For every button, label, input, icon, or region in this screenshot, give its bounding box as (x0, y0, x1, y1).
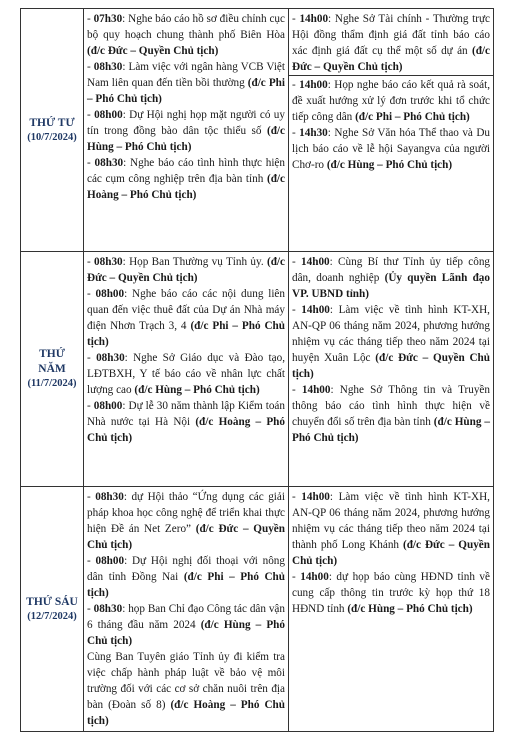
day-date: (11/7/2024) (27, 378, 77, 389)
entry-time: 14h00 (299, 79, 328, 91)
entry-time: 08h30 (95, 491, 124, 503)
bullet-dash: - (292, 304, 302, 316)
entry-text: : Cùng Bí thư Tỉnh ủy tiếp công dân, doanh nghiệp (292, 256, 491, 284)
bullet-dash: - (87, 157, 95, 169)
entry-responsible: (đ/c Đức – Quyền Chủ tịch) (87, 256, 285, 284)
schedule-entry (87, 553, 285, 601)
schedule-entry (87, 489, 285, 553)
bullet-dash: - (292, 13, 300, 25)
entry-text: : dự họp báo cùng HĐND tỉnh về cung cấp thông tin trước kỳ họp thứ 18 HĐND tỉnh (292, 571, 490, 615)
entry-time: 08h30 (96, 352, 125, 364)
entry-text: : Nghe Sở Giáo dục và Đào tạo, LĐTBXH, Y tế báo cáo về nhân lực chất lượng cao (87, 352, 285, 396)
entry-responsible: (Ủy quyền Lãnh đạo VP. UBND tỉnh) (292, 272, 490, 300)
entry-responsible: (đ/c Hùng – Phó Chủ tịch) (134, 384, 260, 396)
entry-time: 08h30 (93, 61, 123, 73)
entry-time: 14h00 (299, 13, 329, 25)
bullet-dash: - (292, 384, 302, 396)
table-row (21, 252, 494, 487)
schedule-entry (292, 302, 490, 382)
bullet-dash: - (87, 400, 94, 412)
bullet-dash: - (87, 603, 94, 615)
entry-text: : Dự Hội nghị họp mặt người có uy tín trong đồng bào dân tộc thiểu số (87, 109, 285, 137)
entry-time: 08h00 (93, 400, 123, 412)
entry-responsible: (đ/c Hoàng – Phó Chủ tịch) (87, 173, 285, 201)
entry-responsible: (đ/c Hùng – Phó Chủ tịch) (347, 603, 473, 615)
bullet-dash: - (87, 61, 94, 73)
schedule-entry (292, 382, 490, 446)
bullet-dash: - (292, 127, 300, 139)
bullet-dash: - (87, 352, 97, 364)
entry-responsible: (đ/c Đức – Quyền Chủ tịch) (292, 352, 490, 380)
schedule-entry (87, 601, 285, 649)
entry-text: : Nghe báo cáo hồ sơ điều chỉnh cục bộ quy hoạch chung thành phố Biên Hòa (87, 13, 285, 41)
entry-responsible: (đ/c Đức – Quyền Chủ tịch) (87, 45, 219, 57)
afternoon-cell (289, 252, 494, 487)
schedule-entry (292, 489, 490, 569)
bullet-dash: - (292, 79, 300, 91)
entry-text: : Làm việc về tình hình KT-XH, AN-QP 06 tháng năm 2024, phương hướng nhiệm vụ các tháng tiếp theo năm 2024 tại huyện Xuân Lộc (292, 304, 490, 364)
schedule-entry (87, 286, 285, 350)
schedule-entry (292, 254, 490, 302)
afternoon-cell (289, 9, 494, 252)
entry-text: : Nghe Sở Tài chính - Thường trực Hội đồng thẩm định giá đất tỉnh báo cáo xác định giá đất cụ thể một số dự án (292, 13, 490, 57)
schedule-entry (87, 254, 285, 286)
entry-responsible: (đ/c Hoàng – Phó Chủ tịch) (87, 699, 285, 727)
table-row (21, 9, 494, 252)
bullet-dash: - (87, 491, 96, 503)
entry-time: 08h30 (94, 256, 123, 268)
day-name: THỨ TƯ (29, 116, 75, 129)
schedule-entry (87, 155, 285, 203)
entry-time: 14h00 (301, 304, 330, 316)
entry-text: : Nghe báo cáo các nội dung liên quan đến việc thuê đất của Dự án Nhà máy điện Nhơn Trạch 3, 4 (87, 288, 285, 332)
entry-responsible: (đ/c Phi – Phó Chủ tịch) (87, 571, 285, 599)
bullet-dash: - (292, 571, 301, 583)
schedule-entry (87, 649, 285, 729)
day-date: (10/7/2024) (27, 131, 77, 143)
entry-responsible: (đ/c Hoàng – Phó Chủ tịch) (87, 416, 285, 444)
afternoon-cell (289, 487, 494, 732)
entry-time: 07h30 (93, 13, 123, 25)
schedule-entry (292, 125, 490, 173)
entry-text: : Nghe báo cáo tình hình thực hiện các cụm công nghiệp trên địa bàn tỉnh (87, 157, 285, 185)
bullet-dash: - (87, 109, 95, 121)
day-name: THỨ NĂM (38, 348, 66, 375)
entry-time: 14h00 (301, 491, 330, 503)
schedule-table (20, 8, 494, 732)
bullet-dash: - (292, 256, 302, 268)
entry-text: : Họp Ban Thường vụ Tỉnh ủy. (122, 256, 267, 268)
schedule-entry (292, 569, 490, 617)
entry-text: : Dự Hội nghị đối thoại với nông dân tỉnh Đồng Nai (87, 555, 285, 583)
entry-text: : Họp nghe báo cáo kết quả rà soát, đề xuất hướng xử lý đơn trước khi tổ chức tiếp công dân (292, 79, 490, 123)
bullet-dash: - (87, 555, 96, 567)
entry-responsible: (đ/c Đức – Quyền Chủ tịch) (87, 523, 285, 551)
day-cell (21, 252, 84, 487)
entry-responsible: (đ/c Phi – Phó Chủ tịch) (355, 111, 470, 123)
schedule-entry (292, 11, 490, 75)
entry-text: : dự Hội thảo “Ứng dụng các giải pháp khoa học công nghệ để triển khai thực hiện Đề án Net Zero” (87, 491, 285, 535)
morning-cell (84, 487, 289, 732)
schedule-entry (87, 398, 285, 446)
day-name: THỨ SÁU (26, 595, 78, 608)
entry-text: : Làm việc với ngân hàng VCB Việt Nam liên quan đến tiền bồi thường (87, 61, 285, 89)
entry-text: : Làm việc về tình hình KT-XH, AN-QP 06 tháng năm 2024, phương hướng nhiệm vụ các tháng tiếp theo năm 2024 tại thành phố Long Khánh (292, 491, 490, 551)
entry-text: : Nghe Sở Văn hóa Thể thao và Du lịch báo cáo về lễ hội Sayangva của người Chơ-ro (292, 127, 490, 171)
schedule-body (21, 9, 494, 732)
bullet-dash: - (87, 256, 95, 268)
entry-text: Cùng Ban Tuyên giáo Tỉnh ủy đi kiểm tra việc chấp hành pháp luật về bảo vệ môi trường đối với các cơ sở chăn nuôi trên địa bàn (Đoàn số 8) (87, 651, 285, 711)
entry-responsible: (đ/c Phi – Phó Chủ tịch) (87, 77, 285, 105)
entry-responsible: (đ/c Hùng – Phó Chủ tịch) (87, 619, 285, 647)
schedule-entry (87, 59, 285, 107)
bullet-dash: - (292, 491, 302, 503)
entry-time: 14h00 (300, 571, 329, 583)
entry-time: 08h00 (95, 288, 125, 300)
entry-text: : họp Ban Chỉ đạo Công tác dân vận 6 tháng đầu năm 2024 (87, 603, 285, 631)
entry-responsible: (đ/c Hùng – Phó Chủ tịch) (326, 159, 453, 171)
entry-time: 14h00 (301, 256, 330, 268)
day-date: (12/7/2024) (27, 610, 77, 622)
entry-responsible: (đ/c Đức – Quyền Chủ tịch) (292, 539, 490, 567)
entry-time: 08h30 (93, 603, 123, 615)
entry-time: 14h30 (299, 127, 328, 139)
entry-text: : Dự lễ 30 năm thành lập Kiểm toán Nhà nước tại Hà Nội (87, 400, 285, 428)
entry-time: 08h00 (95, 555, 125, 567)
morning-cell (84, 9, 289, 252)
bullet-dash: - (87, 13, 94, 25)
schedule-entry (87, 350, 285, 398)
entry-text: : Nghe Sở Thông tin và Truyền thông báo cáo tình hình thực hiện về chuyển đổi số trên địa bàn tỉnh (292, 384, 490, 428)
entry-time: 08h30 (94, 157, 124, 169)
morning-cell (84, 252, 289, 487)
entry-responsible: (đ/c Đức – Quyền Chủ tịch) (292, 45, 490, 73)
entry-responsible: (đ/c Hùng – Phó Chủ tịch) (87, 125, 285, 153)
entry-responsible: (đ/c Hùng – Phó Chủ tịch) (292, 416, 491, 444)
day-cell (21, 487, 84, 732)
entry-time: 14h00 (301, 384, 331, 396)
schedule-entry (87, 11, 285, 59)
day-cell (21, 9, 84, 252)
entry-time: 08h00 (94, 109, 123, 121)
schedule-entry (87, 107, 285, 155)
table-row (21, 487, 494, 732)
schedule-entry (289, 75, 493, 125)
bullet-dash: - (87, 288, 96, 300)
entry-responsible: (đ/c Phi – Phó Chủ tịch) (87, 320, 286, 348)
